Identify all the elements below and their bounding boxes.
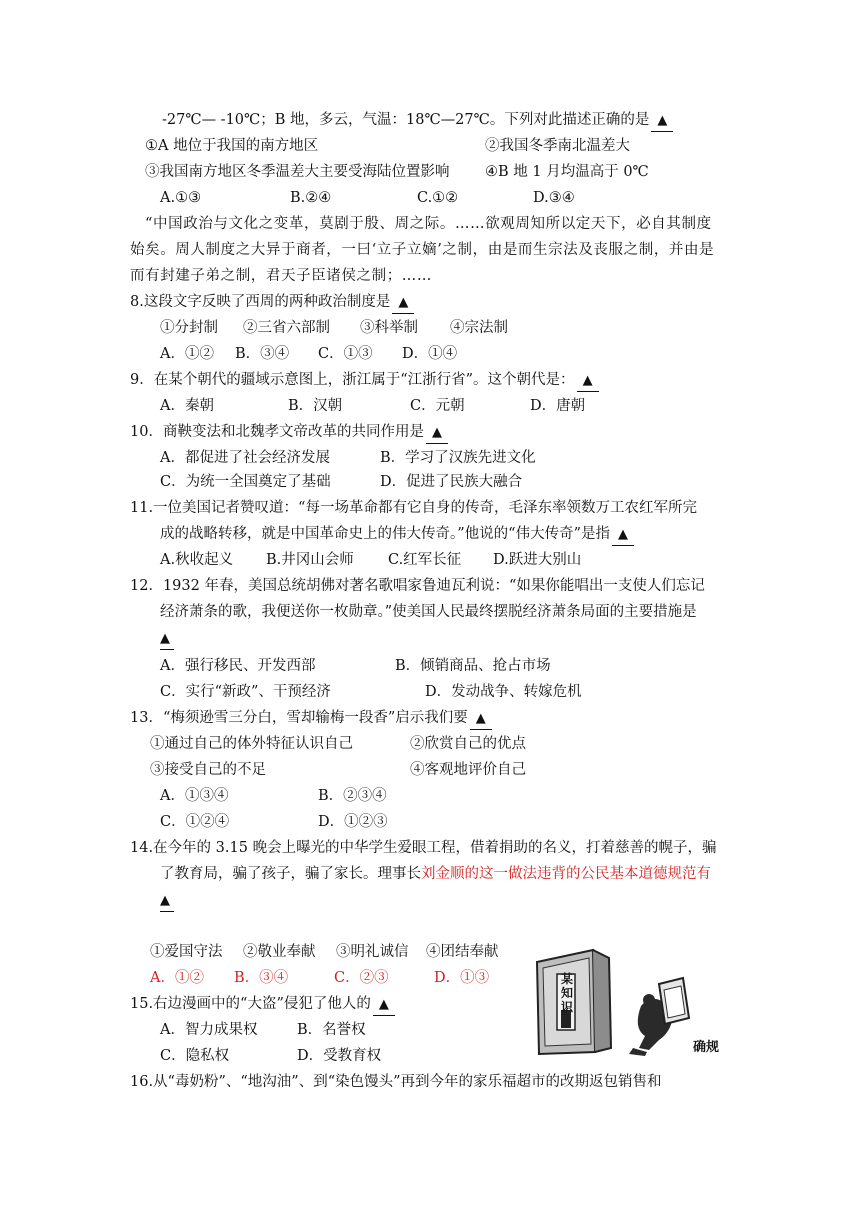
q14-highlight-text: 刘金顺的这一做法违背的公民基本道德规范有	[421, 866, 711, 882]
q13-option-1: ①通过自己的体外特征认识自己	[150, 736, 353, 752]
q9-stem: 9．在某个朝代的疆域示意图上，浙江属于“江浙行省”。这个朝代是： ▲	[130, 370, 599, 392]
passage-line-2: 始矣。周人制度之大异于商者，一曰‘立子立嫡’之制，由是而生宗法及丧服之制，并由是	[130, 242, 715, 258]
triangle-icon: ▲	[398, 295, 409, 310]
q7-choice-d[interactable]: D.③④	[533, 190, 575, 206]
q8-option-3: ③科举制	[360, 320, 418, 336]
q8-choice-a[interactable]: A．①②	[160, 346, 214, 362]
triangle-icon: ▲	[378, 997, 389, 1012]
q11-choice-d[interactable]: D.跃进大别山	[493, 552, 582, 568]
q14-option-3: ③明礼诚信	[336, 944, 409, 960]
answer-blank[interactable]	[373, 994, 395, 1016]
triangle-icon: ▲	[582, 373, 593, 388]
q10-stem: 10．商鞅变法和北魏孝文帝改革的共同作用是 ▲	[130, 422, 448, 444]
q15-stem: 15.右边漫画中的“大盗”侵犯了他人的 ▲	[130, 994, 395, 1016]
q15-choice-c[interactable]: C．隐私权	[160, 1048, 230, 1064]
q12-blank-line	[160, 628, 174, 650]
q11-line-1: 11.一位美国记者赞叹道：“每一场革命都有它自身的传奇，毛泽东率领数万工农红军所完	[130, 500, 697, 516]
q15-choice-a[interactable]: A．智力成果权	[160, 1022, 258, 1038]
q14-option-2: ②敬业奉献	[243, 944, 316, 960]
answer-blank[interactable]	[577, 370, 599, 392]
triangle-icon: ▲	[618, 527, 628, 542]
q14-choice-d[interactable]: D．①③	[434, 970, 490, 986]
q13-option-2: ②欣赏自己的优点	[410, 736, 526, 752]
q12-line-2: 经济萧条的歌，我便送你一枚勋章。”使美国人民最终摆脱经济萧条局面的主要措施是	[160, 604, 697, 620]
q8-option-2: ②三省六部制	[243, 320, 330, 336]
q13-choice-c[interactable]: C．①②④	[160, 814, 230, 830]
q16-line-1: 16.从“毒奶粉”、“地沟油”、到“染色馒头”再到今年的家乐福超市的改期返包销售和	[130, 1074, 662, 1090]
triangle-icon: ▲	[431, 425, 442, 440]
q13-choice-d[interactable]: D．①②③	[318, 814, 388, 830]
q11-choice-b[interactable]: B.井冈山会师	[266, 552, 354, 568]
triangle-icon: ▲	[657, 113, 668, 128]
cartoon-caption: 确规	[693, 1040, 720, 1055]
q12-choice-c[interactable]: C．实行“新政”、干预经济	[160, 684, 331, 700]
q8-option-1: ①分封制	[160, 320, 218, 336]
q8-choice-d[interactable]: D．①④	[402, 346, 458, 362]
q12-choice-a[interactable]: A．强行移民、开发西部	[160, 658, 316, 674]
q7-choice-c[interactable]: C.①②	[417, 190, 459, 206]
passage-line-3: 而有封建子弟之制，君天子臣诸侯之制；……	[130, 268, 432, 284]
q7-choice-b[interactable]: B.②④	[290, 190, 332, 206]
q11-line-2: 成的战略转移，就是中国革命史上的伟大传奇。”他说的“伟大传奇”是指 ▲	[160, 524, 634, 546]
q14-line-1: 14.在今年的 3.15 晚会上曝光的中华学生爱眼工程，借着捐助的名义，打着慈善的幌子，骗	[130, 840, 717, 856]
q7-choice-a[interactable]: A.①③	[160, 190, 202, 206]
answer-blank[interactable]	[160, 890, 174, 912]
q9-choice-d[interactable]: D．唐朝	[530, 398, 586, 414]
triangle-icon: ▲	[475, 711, 486, 726]
q11-choice-c[interactable]: C.红军长征	[388, 552, 462, 568]
q9-choice-b[interactable]: B．汉朝	[288, 398, 343, 414]
q9-choice-a[interactable]: A．秦朝	[160, 398, 214, 414]
q14-choice-b[interactable]: B．③④	[234, 970, 289, 986]
answer-blank[interactable]	[160, 628, 174, 650]
q7-option-1: ①A 地位于我国的南方地区	[145, 138, 319, 154]
q7-option-2: ②我国冬季南北温差大	[485, 138, 630, 154]
answer-blank[interactable]	[651, 110, 673, 132]
q9-choice-c[interactable]: C．元朝	[410, 398, 465, 414]
q11-choice-a[interactable]: A.秋收起义	[160, 552, 234, 568]
q8-choice-b[interactable]: B．③④	[235, 346, 290, 362]
q8-option-4: ④宗法制	[450, 320, 508, 336]
q7-option-4: ④B 地 1 月均温高于 0℃	[485, 164, 649, 180]
answer-blank[interactable]	[426, 422, 448, 444]
q14-option-4: ④团结奉献	[426, 944, 499, 960]
q12-line-1: 12．1932 年春，美国总统胡佛对著名歌唱家鲁迪瓦利说：“如果你能唱出一支使人们忘记	[130, 578, 705, 594]
passage-line-1: “中国政治与文化之变革，莫剧于殷、周之际。……欲观周知所以定天下，必自其制度	[145, 216, 712, 232]
q14-choice-c[interactable]: C．②③	[334, 970, 389, 986]
answer-blank[interactable]	[612, 524, 634, 546]
q7-option-3: ③我国南方地区冬季温差大主要受海陆位置影响	[145, 164, 450, 180]
q14-choice-a[interactable]: A．①②	[150, 970, 204, 986]
q13-stem: 13．“梅须逊雪三分白，雪却输梅一段香”启示我们要 ▲	[130, 708, 492, 730]
q8-stem: 8.这段文字反映了西周的两种政治制度是 ▲	[130, 292, 414, 314]
cartoon-book-label: 某知识	[560, 972, 573, 1014]
q12-choice-b[interactable]: B．倾销商品、抢占市场	[395, 658, 551, 674]
q10-choice-a[interactable]: A．都促进了社会经济发展	[160, 450, 330, 466]
answer-blank[interactable]	[470, 708, 492, 730]
q13-option-3: ③接受自己的不足	[150, 762, 266, 778]
q13-option-4: ④客观地评价自己	[410, 762, 526, 778]
q7-stem-tail: -27℃— -10℃；B 地，多云，气温：18℃—27℃。下列对此描述正确的是 ▲	[162, 110, 673, 132]
q10-choice-c[interactable]: C．为统一全国奠定了基础	[160, 474, 331, 490]
q10-choice-d[interactable]: D．促进了民族大融合	[380, 474, 523, 490]
answer-blank[interactable]	[392, 292, 414, 314]
q13-choice-b[interactable]: B．②③④	[318, 788, 387, 804]
triangle-icon: ▲	[160, 631, 170, 646]
q12-choice-d[interactable]: D．发动战争、转嫁危机	[425, 684, 582, 700]
cartoon-image	[533, 944, 733, 1056]
q14-blank-line	[160, 890, 174, 912]
q15-choice-d[interactable]: D．受教育权	[297, 1048, 382, 1064]
q8-choice-c[interactable]: C．①③	[318, 346, 373, 362]
q13-choice-a[interactable]: A．①③④	[160, 788, 229, 804]
q14-option-1: ①爱国守法	[150, 944, 223, 960]
q15-choice-b[interactable]: B．名誉权	[297, 1022, 366, 1038]
q10-choice-b[interactable]: B．学习了汉族先进文化	[380, 450, 536, 466]
q14-line-2: 了教育局，骗了孩子，骗了家长。理事长刘金顺的这一做法违背的公民基本道德规范有	[160, 866, 711, 882]
triangle-icon: ▲	[160, 893, 170, 908]
